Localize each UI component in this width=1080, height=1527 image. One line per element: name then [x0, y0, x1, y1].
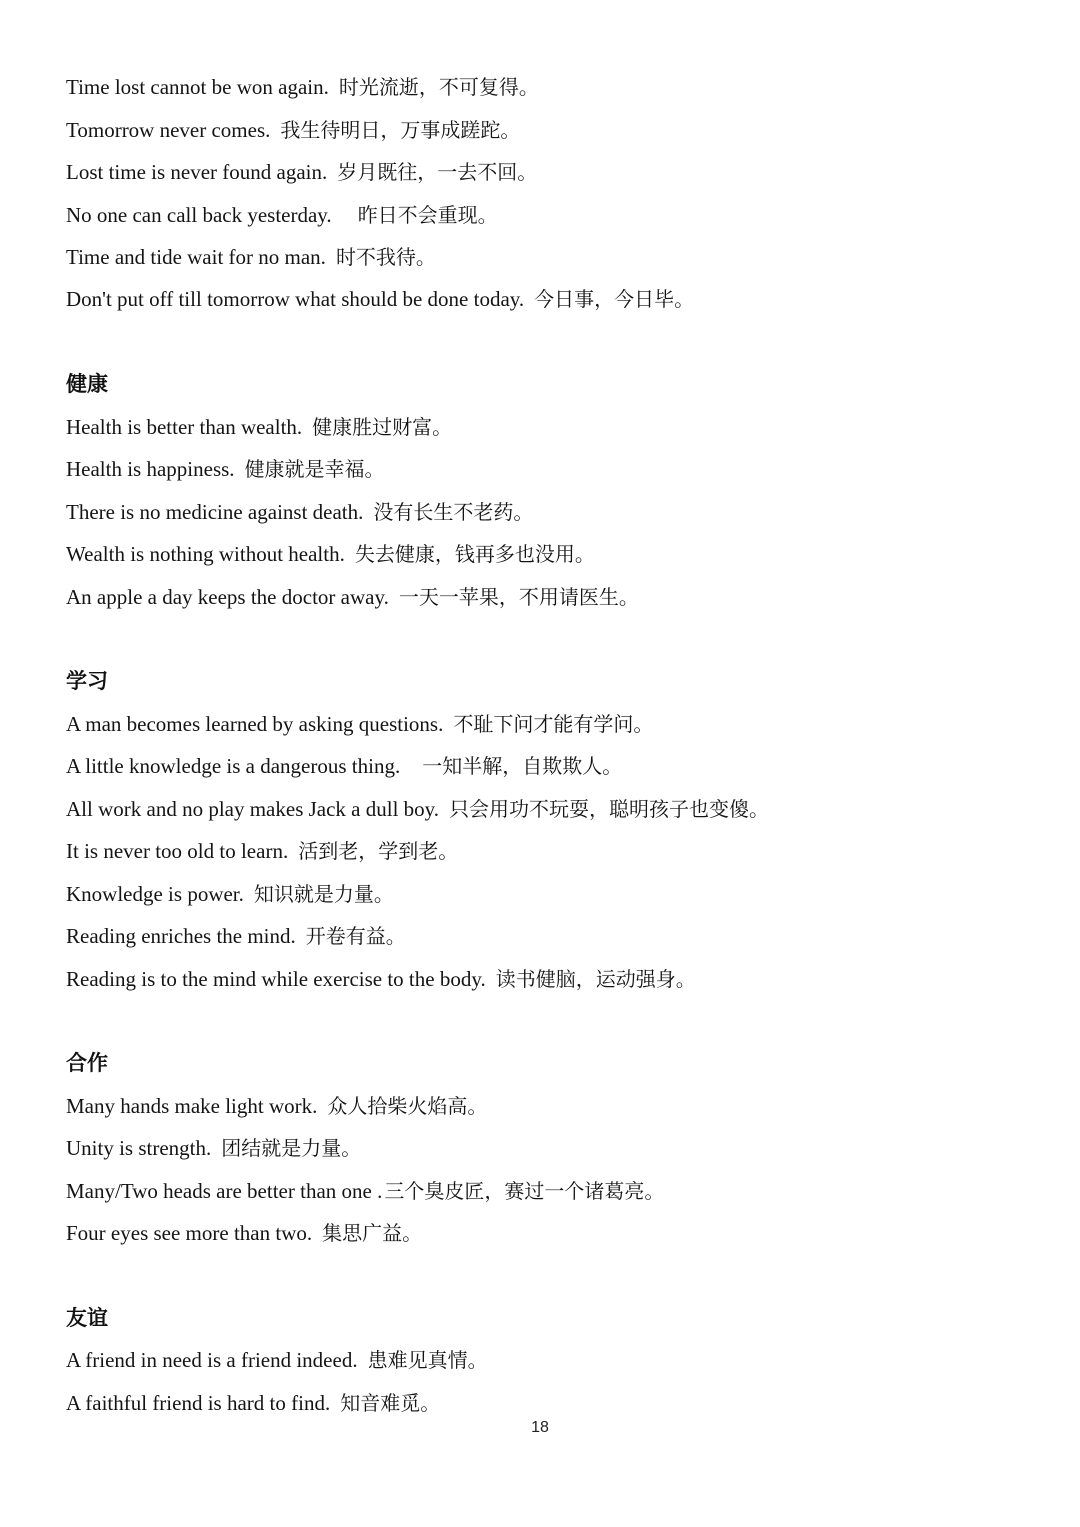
- proverb-line: [66, 838, 458, 864]
- proverb-chinese: 健康就是幸福。: [244, 457, 385, 481]
- proverb-chinese: 时不我待。: [335, 245, 436, 269]
- proverb-line: [66, 286, 694, 312]
- section-heading-friendship: 友谊: [66, 1306, 108, 1330]
- proverb-english: A faithful friend is hard to find.: [66, 1391, 331, 1415]
- proverb-line: [66, 966, 696, 992]
- proverb-chinese: 集思广益。: [322, 1221, 423, 1245]
- proverb-line: [66, 202, 498, 228]
- proverb-english: Reading enriches the mind.: [66, 924, 296, 948]
- proverb-english: A little knowledge is a dangerous thing.: [66, 754, 401, 778]
- proverb-chinese: 三个臭皮匠，赛过一个诸葛亮。: [384, 1179, 665, 1203]
- proverb-line: [66, 244, 436, 270]
- proverb-line: [66, 1135, 361, 1161]
- proverb-line: [66, 1347, 488, 1373]
- proverb-chinese: 知识就是力量。: [253, 882, 394, 906]
- proverb-chinese: 健康胜过财富。: [312, 415, 453, 439]
- proverb-line: [66, 414, 452, 440]
- proverb-english: Unity is strength.: [66, 1136, 212, 1160]
- proverb-line: [66, 584, 639, 610]
- proverb-chinese: 岁月既往，一去不回。: [337, 160, 538, 184]
- proverb-english: It is never too old to learn.: [66, 839, 289, 863]
- proverb-line: [66, 1178, 664, 1204]
- proverb-line: [66, 1093, 487, 1119]
- proverb-chinese: 时光流逝，不可复得。: [338, 75, 539, 99]
- proverb-chinese: 一天一苹果，不用请医生。: [398, 585, 639, 609]
- proverb-chinese: 不耻下问才能有学问。: [453, 712, 654, 736]
- proverb-line: [66, 711, 653, 737]
- proverb-english: Wealth is nothing without health.: [66, 542, 345, 566]
- proverb-chinese: 只会用功不玩耍，聪明孩子也变傻。: [449, 797, 770, 821]
- proverb-english: Four eyes see more than two.: [66, 1221, 313, 1245]
- proverb-english: Many hands make light work.: [66, 1094, 318, 1118]
- proverb-chinese: 今日事，今日毕。: [534, 287, 695, 311]
- proverb-english: Many/Two heads are better than one .: [66, 1179, 383, 1203]
- proverb-english: Tomorrow never comes.: [66, 118, 271, 142]
- proverb-english: Health is better than wealth.: [66, 415, 303, 439]
- proverb-line: [66, 541, 595, 567]
- proverb-chinese: 众人拾柴火焰高。: [327, 1094, 488, 1118]
- proverb-chinese: 我生待明日，万事成蹉跎。: [280, 118, 521, 142]
- proverb-english: An apple a day keeps the doctor away.: [66, 585, 389, 609]
- proverb-line: [66, 117, 520, 143]
- proverb-chinese: 没有长生不老药。: [373, 500, 534, 524]
- proverb-line: [66, 159, 537, 185]
- proverb-line: [66, 881, 394, 907]
- proverb-english: A man becomes learned by asking questions.: [66, 712, 444, 736]
- proverb-chinese: 失去健康，钱再多也没用。: [354, 542, 595, 566]
- proverb-chinese: 团结就是力量。: [221, 1136, 362, 1160]
- proverb-english: No one can call back yesterday.: [66, 203, 332, 227]
- section-heading-learning: 学习: [66, 669, 108, 693]
- proverb-line: [66, 753, 622, 779]
- proverb-chinese: 知音难觅。: [340, 1391, 441, 1415]
- proverb-chinese: 昨日不会重现。: [357, 203, 498, 227]
- proverb-english: Don't put off till tomorrow what should be done today.: [66, 287, 525, 311]
- proverb-english: A friend in need is a friend indeed.: [66, 1348, 358, 1372]
- page-number: 18: [531, 1419, 549, 1436]
- proverb-english: Knowledge is power.: [66, 882, 244, 906]
- proverb-english: Time lost cannot be won again.: [66, 75, 329, 99]
- proverb-chinese: 患难见真情。: [367, 1348, 488, 1372]
- proverb-english: Time and tide wait for no man.: [66, 245, 326, 269]
- proverb-english: There is no medicine against death.: [66, 500, 364, 524]
- proverb-line: [66, 456, 385, 482]
- proverb-english: Lost time is never found again.: [66, 160, 328, 184]
- proverb-line: [66, 923, 406, 949]
- proverb-english: All work and no play makes Jack a dull boy.: [66, 797, 440, 821]
- proverb-line: [66, 796, 769, 822]
- proverb-chinese: 一知半解，自欺欺人。: [422, 754, 623, 778]
- proverb-english: Reading is to the mind while exercise to the body.: [66, 967, 486, 991]
- proverb-line: [66, 499, 533, 525]
- proverb-line: [66, 1220, 422, 1246]
- proverb-chinese: 活到老，学到老。: [298, 839, 459, 863]
- proverb-line: [66, 74, 539, 100]
- proverb-line: [66, 1390, 440, 1416]
- proverb-chinese: 读书健脑，运动强身。: [495, 967, 696, 991]
- section-heading-cooperation: 合作: [66, 1051, 108, 1075]
- section-heading-health: 健康: [66, 372, 108, 396]
- proverb-chinese: 开卷有益。: [305, 924, 406, 948]
- proverb-english: Health is happiness.: [66, 457, 235, 481]
